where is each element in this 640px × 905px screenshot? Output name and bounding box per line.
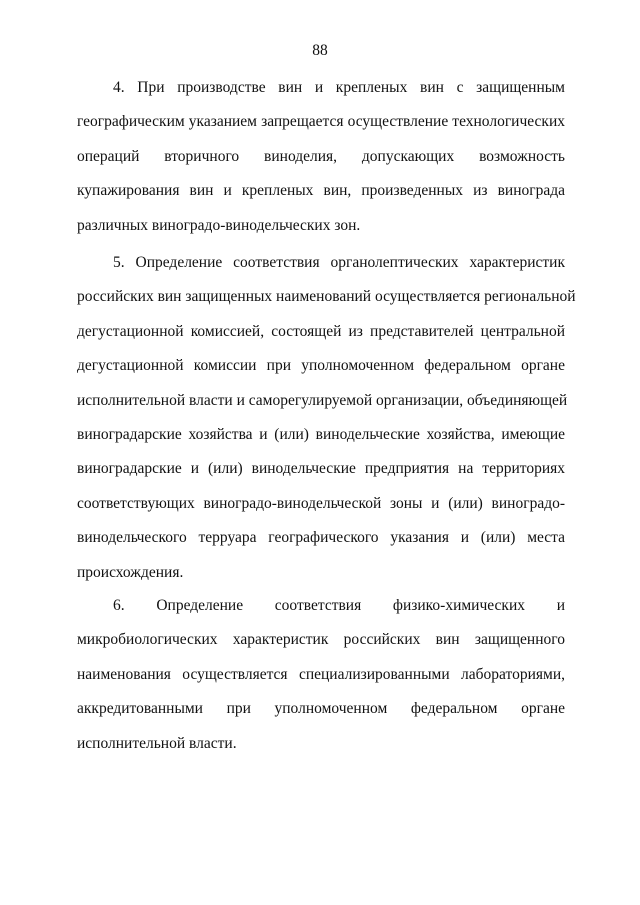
- paragraph-line: купажирования вин и крепленых вин, произведенных из винограда: [77, 182, 565, 200]
- paragraph-4: [77, 71, 565, 243]
- paragraph-line: исполнительной власти и саморегулируемой организации, объединяющей: [77, 391, 568, 409]
- paragraph-line: российских вин защищенных наименований осуществляется региональной: [77, 288, 576, 306]
- paragraph-line: 5. Определение соответствия органолептических характеристик: [113, 254, 565, 271]
- paragraph-line: исполнительной власти.: [77, 734, 237, 752]
- page-number: 88: [312, 42, 328, 59]
- paragraph-line: виноградарские и (или) винодельческие предприятия на территориях: [77, 460, 565, 478]
- paragraph-6: [77, 589, 565, 761]
- paragraph-line: винодельческого терруара географического указания и (или) места: [77, 529, 565, 547]
- paragraph-line: географическим указанием запрещается осуществление технологических: [77, 113, 565, 131]
- paragraph-line: операций вторичного виноделия, допускающих возможность: [77, 147, 565, 165]
- paragraph-line: соответствующих виноградо-винодельческой зоны и (или) виноградо-: [77, 494, 565, 512]
- paragraph-line: микробиологических характеристик российских вин защищенного: [77, 631, 565, 649]
- paragraph-line: дегустационной комиссии при уполномоченном федеральном органе: [77, 357, 565, 375]
- paragraph-line: виноградарские хозяйства и (или) винодельческие хозяйства, имеющие: [77, 425, 565, 443]
- paragraph-line: наименования осуществляется специализированными лабораториями,: [77, 665, 565, 683]
- paragraph-line: аккредитованными при уполномоченном федеральном органе: [77, 700, 565, 718]
- paragraph-line: различных виноградо-винодельческих зон.: [77, 216, 361, 234]
- paragraph-line: происхождения.: [77, 563, 184, 581]
- paragraph-line: 4. При производстве вин и крепленых вин с защищенным: [113, 79, 565, 96]
- paragraph-line: 6. Определение соответствия физико-химических и: [113, 597, 565, 614]
- paragraph-line: дегустационной комиссией, состоящей из представителей центральной: [77, 322, 565, 340]
- paragraph-5: [77, 246, 576, 590]
